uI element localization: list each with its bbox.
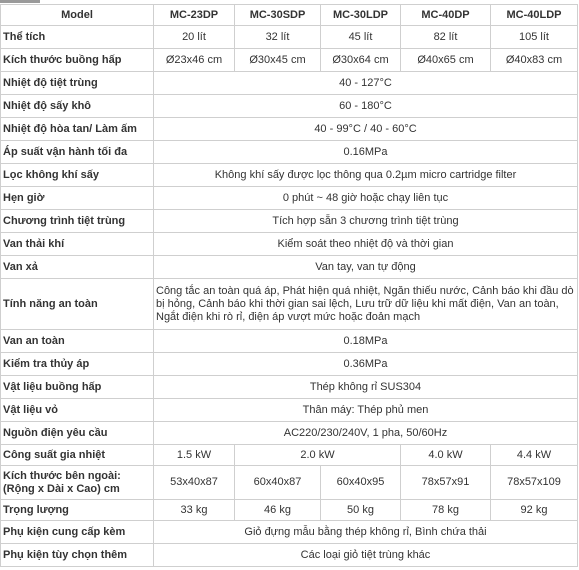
model-col-3: MC-30LDP	[321, 5, 401, 26]
row-label: Vật liệu buồng hấp	[1, 376, 154, 399]
cell-value: 53x40x87	[154, 466, 235, 500]
cell-value: 78x57x91	[401, 466, 491, 500]
row-volume	[1, 26, 578, 49]
row-power-supply	[1, 422, 578, 445]
cell-value: 60x40x95	[321, 466, 401, 500]
cell-value: Công tắc an toàn quá áp, Phát hiện quá nhiệt, Ngăn thiếu nước, Cảnh báo khi đầu dò bị hỏng, Cảnh báo khi thời gian sai lệch, Lưu trữ dữ liệu khi mất điện, Van an toàn, Ngắt điện khi rò rỉ, điện áp vượt mức hoặc đoản mạch	[154, 279, 578, 330]
row-drain-valve	[1, 256, 578, 279]
row-dissolve-temp	[1, 118, 578, 141]
cell-value: Ø30x64 cm	[321, 49, 401, 72]
row-label: Thể tích	[1, 26, 154, 49]
row-shell-material	[1, 399, 578, 422]
cell-value: 82 lít	[401, 26, 491, 49]
cell-value: 40 - 127°C	[154, 72, 578, 95]
cell-value: 0.36MPa	[154, 353, 578, 376]
cell-value: 46 kg	[235, 500, 321, 521]
row-air-filter	[1, 164, 578, 187]
top-decoration	[0, 0, 40, 3]
row-label: Chương trình tiệt trùng	[1, 210, 154, 233]
row-label: Hẹn giờ	[1, 187, 154, 210]
cell-value: Ø30x45 cm	[235, 49, 321, 72]
row-label: Lọc không khí sấy	[1, 164, 154, 187]
cell-value: 32 lít	[235, 26, 321, 49]
row-label: Nguồn điện yêu cầu	[1, 422, 154, 445]
cell-value: 60x40x87	[235, 466, 321, 500]
row-safety-valve	[1, 330, 578, 353]
row-weight	[1, 500, 578, 521]
row-hydro-test	[1, 353, 578, 376]
row-safety	[1, 279, 578, 330]
cell-value: 0 phút ~ 48 giờ hoặc chạy liên tục	[154, 187, 578, 210]
row-label: Tính năng an toàn	[1, 279, 154, 330]
cell-value: 50 kg	[321, 500, 401, 521]
row-optional-accessories	[1, 544, 578, 567]
cell-value: Thân máy: Thép phủ men	[154, 399, 578, 422]
model-col-5: MC-40LDP	[491, 5, 578, 26]
model-col-2: MC-30SDP	[235, 5, 321, 26]
row-timer	[1, 187, 578, 210]
cell-value: Kiểm soát theo nhiệt độ và thời gian	[154, 233, 578, 256]
row-label: Công suất gia nhiệt	[1, 445, 154, 466]
cell-value: 0.16MPa	[154, 141, 578, 164]
cell-value: 4.4 kW	[491, 445, 578, 466]
row-drying-temp	[1, 95, 578, 118]
row-label: Nhiệt độ sấy khô	[1, 95, 154, 118]
cell-value: 20 lít	[154, 26, 235, 49]
row-label-line1: Kích thước bên ngoài:	[3, 469, 121, 482]
cell-value: Không khí sấy được lọc thông qua 0.2µm micro cartridge filter	[154, 164, 578, 187]
row-max-pressure	[1, 141, 578, 164]
row-heating-power	[1, 445, 578, 466]
row-program	[1, 210, 578, 233]
model-col-1: MC-23DP	[154, 5, 235, 26]
cell-value: Giỏ đựng mẫu bằng thép không rỉ, Bình chứa thải	[154, 521, 578, 544]
cell-value: Các loại giỏ tiệt trùng khác	[154, 544, 578, 567]
model-header: Model	[1, 5, 154, 26]
header-row	[1, 5, 578, 26]
row-label: Phụ kiện tùy chọn thêm	[1, 544, 154, 567]
row-sterilization-temp	[1, 72, 578, 95]
row-label-line2: (Rộng x Dài x Cao) cm	[3, 482, 120, 495]
row-chamber-size	[1, 49, 578, 72]
cell-value: 33 kg	[154, 500, 235, 521]
row-chamber-material	[1, 376, 578, 399]
cell-value: 45 lít	[321, 26, 401, 49]
row-label: Kích thước buồng hấp	[1, 49, 154, 72]
row-label: Kiểm tra thủy áp	[1, 353, 154, 376]
cell-value: 105 lít	[491, 26, 578, 49]
row-label: Van an toàn	[1, 330, 154, 353]
row-label: Trọng lượng	[1, 500, 154, 521]
row-label: Áp suất vận hành tối đa	[1, 141, 154, 164]
cell-value: 2.0 kW	[235, 445, 401, 466]
row-label: Nhiệt độ hòa tan/ Làm ấm	[1, 118, 154, 141]
spec-table	[0, 4, 578, 567]
cell-value: Thép không rỉ SUS304	[154, 376, 578, 399]
cell-value: Ø23x46 cm	[154, 49, 235, 72]
cell-value: 0.18MPa	[154, 330, 578, 353]
row-label: Nhiệt độ tiệt trùng	[1, 72, 154, 95]
cell-value: Ø40x83 cm	[491, 49, 578, 72]
cell-value: AC220/230/240V, 1 pha, 50/60Hz	[154, 422, 578, 445]
cell-value: Tích hợp sẵn 3 chương trình tiệt trùng	[154, 210, 578, 233]
model-col-4: MC-40DP	[401, 5, 491, 26]
cell-value: Ø40x65 cm	[401, 49, 491, 72]
row-outer-dims	[1, 466, 578, 500]
cell-value: 1.5 kW	[154, 445, 235, 466]
cell-value: 60 - 180°C	[154, 95, 578, 118]
cell-value: 40 - 99°C / 40 - 60°C	[154, 118, 578, 141]
row-label: Van xả	[1, 256, 154, 279]
row-label	[1, 466, 154, 500]
cell-value: 78x57x109	[491, 466, 578, 500]
row-included-accessories	[1, 521, 578, 544]
row-label: Van thải khí	[1, 233, 154, 256]
cell-value: 4.0 kW	[401, 445, 491, 466]
cell-value: 78 kg	[401, 500, 491, 521]
cell-value: 92 kg	[491, 500, 578, 521]
row-label: Vật liệu vỏ	[1, 399, 154, 422]
row-exhaust-valve	[1, 233, 578, 256]
row-label: Phụ kiện cung cấp kèm	[1, 521, 154, 544]
cell-value: Van tay, van tự động	[154, 256, 578, 279]
